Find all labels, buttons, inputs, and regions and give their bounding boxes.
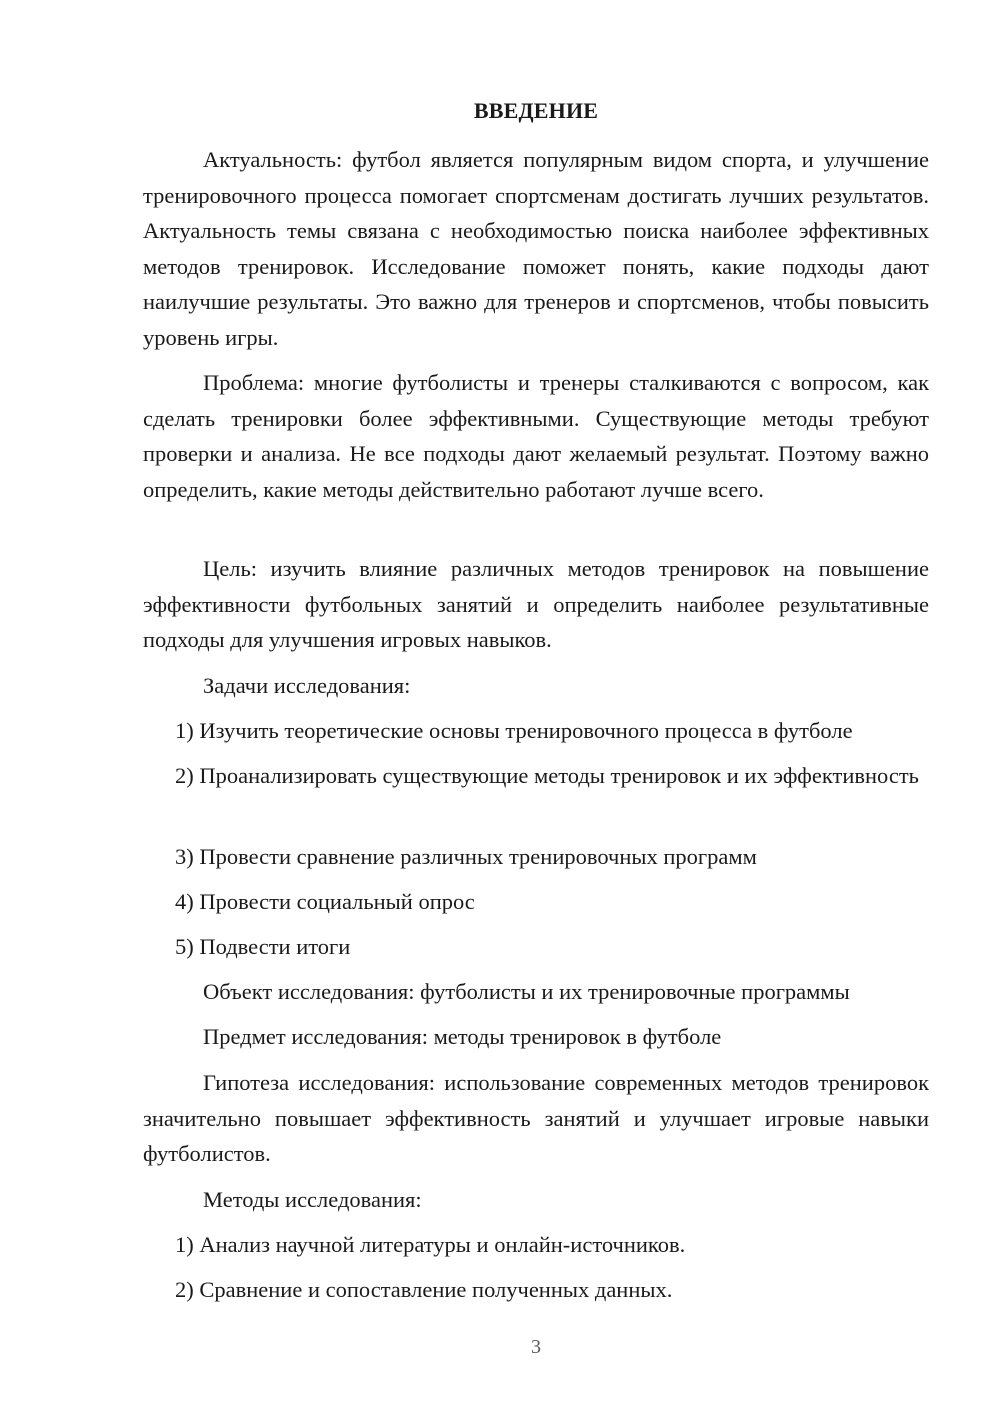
task-item-1: 1) Изучить теоретические основы тренировочного процесса в футболе — [175, 718, 853, 743]
paragraph-subject: Предмет исследования: методы тренировок в футболе — [203, 1024, 722, 1049]
paragraph-problem: Проблема: многие футболисты и тренеры сталкиваются с вопросом, как сделать тренировки более эффективными. Существующие методы требуют проверки и анализа. Не все подходы дают желаемый результат. Поэтому важно определить, какие методы действительно работают лучше всего. — [143, 370, 929, 502]
page-number: 3 — [531, 1336, 541, 1358]
task-item-5: 5) Подвести итоги — [175, 934, 351, 959]
tasks-title: Задачи исследования: — [203, 673, 411, 698]
section-heading: ВВЕДЕНИЕ — [473, 98, 599, 123]
paragraph-goal: Цель: изучить влияние различных методов тренировок на повышение эффективности футбольных занятий и определить наиболее результативные подходы для улучшения игровых навыков. — [143, 556, 929, 652]
method-item-1: 1) Анализ научной литературы и онлайн-источников. — [175, 1232, 686, 1257]
task-item-3: 3) Провести сравнение различных тренировочных программ — [175, 844, 757, 869]
paragraph-relevance: Актуальность: футбол является популярным видом спорта, и улучшение тренировочного процесса помогает спортсменам достигать лучших результатов. Актуальность темы связана с необходимостью поиска наиболее эффективных методов тренировок. Исследование поможет понять, какие подходы дают наилучшие результаты. Это важно для тренеров и спортсменов, чтобы повысить уровень игры. — [143, 147, 929, 350]
methods-title: Методы исследования: — [203, 1187, 422, 1212]
task-item-2: 2) Проанализировать существующие методы тренировок и их эффективность — [175, 763, 919, 788]
paragraph-object: Объект исследования: футболисты и их тренировочные программы — [203, 979, 850, 1004]
method-item-2: 2) Сравнение и сопоставление полученных данных. — [175, 1277, 673, 1302]
paragraph-hypothesis: Гипотеза исследования: использование современных методов тренировок значительно повышает эффективность занятий и улучшает игровые навыки футболистов. — [143, 1070, 929, 1166]
task-item-4: 4) Провести социальный опрос — [175, 889, 475, 914]
